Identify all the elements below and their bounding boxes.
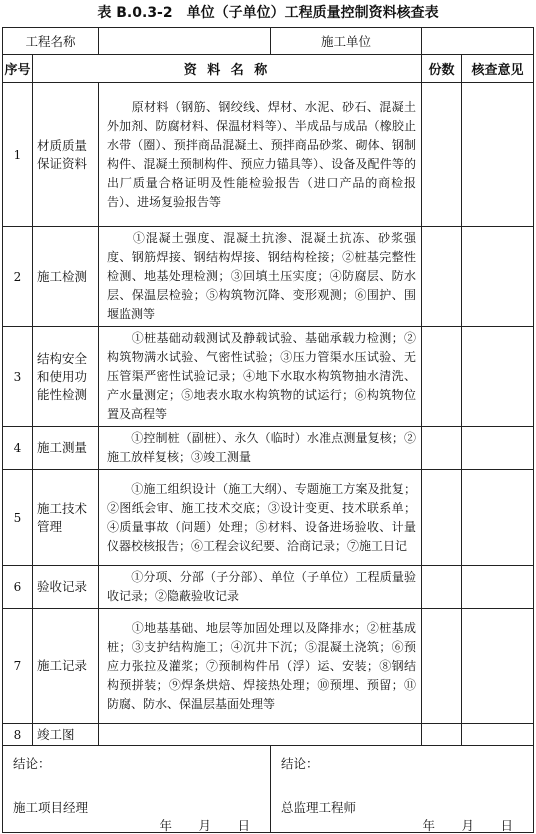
chief-supervisor-label: 总监理工程师 xyxy=(281,800,357,815)
construction-unit-field[interactable] xyxy=(422,28,534,55)
row-number: 3 xyxy=(3,327,33,427)
table-row xyxy=(3,724,534,746)
row-content: ①分项、分部（子分部）、单位（子单位）工程质量验收记录；②隐蔽验收记录 xyxy=(99,566,422,609)
row-content: ①施工组织设计（施工大纲）、专题施工方案及批复；②图纸会审、施工技术交底；③设计变更、技术联系单；④质量事故（问题）处理；⑤材料、设备进场验收、计量仪器校核报告；⑥工程会议纪要、洽商记录；⑦施工日记 xyxy=(99,470,422,566)
row-category: 施工测量 xyxy=(33,427,99,470)
supervisor-conclusion-label: 结论： xyxy=(281,756,319,771)
row-number: 5 xyxy=(3,470,33,566)
row-category: 竣工图 xyxy=(33,724,99,746)
conclusion-row xyxy=(3,746,534,833)
row-category: 施工技术管理 xyxy=(33,470,99,566)
col-header-opinion: 核查意见 xyxy=(462,55,534,83)
construction-unit-label: 施工单位 xyxy=(271,28,422,55)
row-category: 施工检测 xyxy=(33,227,99,327)
row-number: 1 xyxy=(3,83,33,227)
row-number: 6 xyxy=(3,566,33,609)
supervisor-conclusion[interactable] xyxy=(271,746,534,833)
table-row xyxy=(3,327,534,427)
table-row xyxy=(3,566,534,609)
contractor-date: 年 月 日 xyxy=(159,818,251,833)
opinion-cell[interactable] xyxy=(462,724,534,746)
table-title: 表 B.0.3-2 单位（子单位）工程质量控制资料核查表 xyxy=(97,5,439,21)
opinion-cell[interactable] xyxy=(462,470,534,566)
table-row xyxy=(3,227,534,327)
table-row xyxy=(3,609,534,724)
supervisor-date: 年 月 日 xyxy=(422,818,514,833)
opinion-cell[interactable] xyxy=(462,566,534,609)
opinion-cell[interactable] xyxy=(462,609,534,724)
table-row xyxy=(3,470,534,566)
row-content xyxy=(99,724,422,746)
contractor-conclusion[interactable] xyxy=(3,746,271,833)
row-number: 2 xyxy=(3,227,33,327)
row-category: 结构安全和使用功能性检测 xyxy=(33,327,99,427)
row-content: ①混凝土强度、混凝土抗渗、混凝土抗冻、砂浆强度、钢筋焊接、钢结构焊接、钢结构栓接；②桩基完整性检测、地基处理检测；③回填土压实度；④防腐层、防水层、保温层检验；⑤构筑物沉降、变形观测；⑥围护、围堰监测等 xyxy=(99,227,422,327)
copies-cell[interactable] xyxy=(422,470,462,566)
row-number: 7 xyxy=(3,609,33,724)
project-manager-label: 施工项目经理 xyxy=(13,800,89,815)
row-content: ①控制桩（副桩）、永久（临时）水准点测量复核；②施工放样复核；③竣工测量 xyxy=(99,427,422,470)
row-category: 验收记录 xyxy=(33,566,99,609)
column-header-row xyxy=(3,55,534,83)
opinion-cell[interactable] xyxy=(462,427,534,470)
row-content: ①桩基础动载测试及静载试验、基础承载力检测；②构筑物满水试验、气密性试验；③压力管渠水压试验、无压管渠严密性试验记录；④地下水取水构筑物抽水清洗、产水量测定；⑤地表水取水构筑物的试运行；⑥构筑物位置及高程等 xyxy=(99,327,422,427)
quality-control-table xyxy=(2,27,534,833)
project-name-label: 工程名称 xyxy=(3,28,99,55)
copies-cell[interactable] xyxy=(422,724,462,746)
table-row xyxy=(3,83,534,227)
copies-cell[interactable] xyxy=(422,609,462,724)
opinion-cell[interactable] xyxy=(462,327,534,427)
copies-cell[interactable] xyxy=(422,83,462,227)
opinion-cell[interactable] xyxy=(462,83,534,227)
col-header-doc-name: 资 料 名 称 xyxy=(33,55,422,83)
copies-cell[interactable] xyxy=(422,566,462,609)
copies-cell[interactable] xyxy=(422,227,462,327)
row-number: 4 xyxy=(3,427,33,470)
col-header-copies: 份数 xyxy=(422,55,462,83)
header-info-row xyxy=(3,28,534,55)
row-category: 材质质量保证资料 xyxy=(33,83,99,227)
project-name-field[interactable] xyxy=(99,28,271,55)
table-row xyxy=(3,427,534,470)
row-content: ①地基基础、地层等加固处理以及降排水；②桩基成桩；③支护结构施工；④沉井下沉；⑤混凝土浇筑；⑥预应力张拉及灌浆；⑦预制构件吊（浮）运、安装；⑧钢结构预拼装；⑨焊条烘焙、焊接热处理；⑩预埋、预留；⑪防腐、防水、保温层基面处理等 xyxy=(99,609,422,724)
opinion-cell[interactable] xyxy=(462,227,534,327)
copies-cell[interactable] xyxy=(422,327,462,427)
col-header-seq: 序号 xyxy=(3,55,33,83)
row-content: 原材料（钢筋、钢绞线、焊材、水泥、砂石、混凝土外加剂、防腐材料、保温材料等）、半成品与成品（橡胶止水带（圈）、预拌商品混凝土、预拌商品砂浆、砌体、钢制构件、混凝土预制构件、预应力锚具等）、设备及配件等的出厂质量合格证明及性能检验报告（进口产品的商检报告）、进场复验报告等 xyxy=(99,83,422,227)
contractor-conclusion-label: 结论： xyxy=(13,756,51,771)
row-category: 施工记录 xyxy=(33,609,99,724)
copies-cell[interactable] xyxy=(422,427,462,470)
row-number: 8 xyxy=(3,724,33,746)
